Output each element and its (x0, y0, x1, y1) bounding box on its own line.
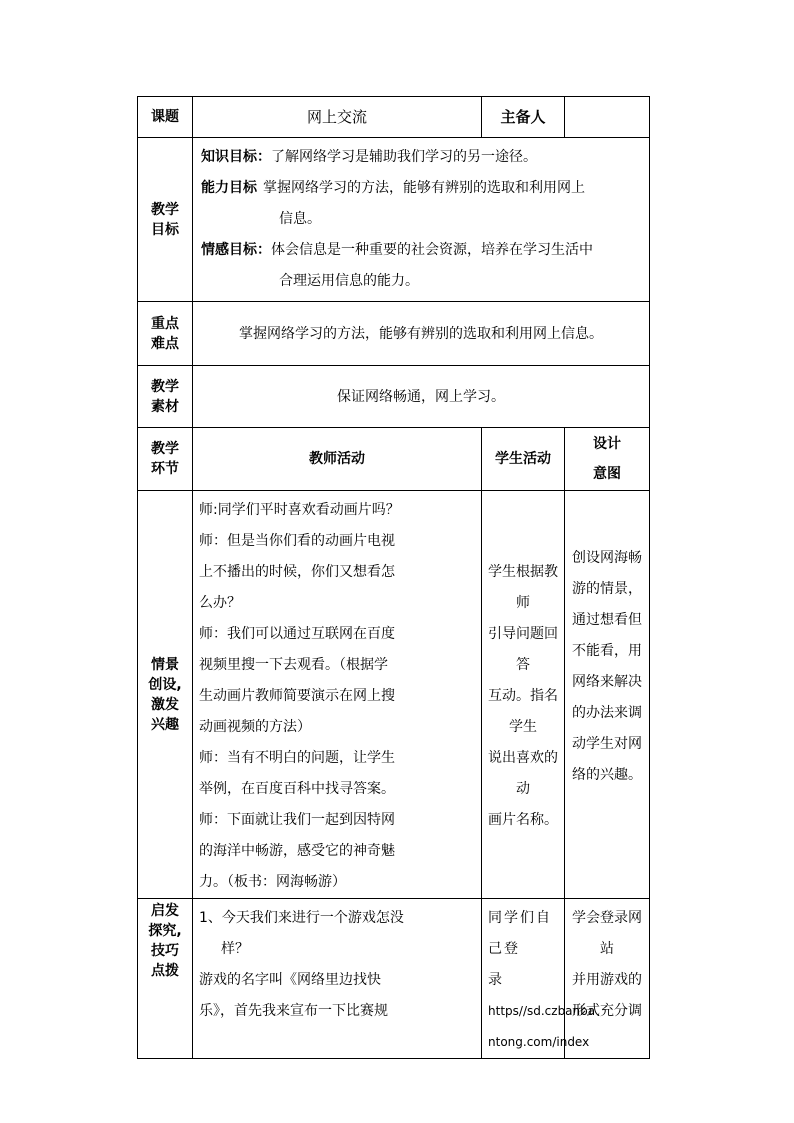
design-line: 通过想看但 (572, 611, 643, 628)
teacher-line: 师：当有不明白的问题，让学生 (199, 750, 395, 766)
student-line: 引导问题回答 (488, 626, 559, 673)
emotion-text-2: 合理运用信息的能力。 (279, 273, 419, 289)
materials-row (138, 366, 650, 428)
stage-2-label (138, 899, 193, 1059)
topic-label: 课题 (138, 97, 193, 138)
stage-2-label-2: 探究, (148, 923, 182, 939)
design-line: 网络来解决 (572, 673, 643, 690)
stage-1-label (138, 491, 193, 899)
design-line: 络的兴趣。 (572, 766, 643, 783)
emotion-text-1: 体会信息是一种重要的社会资源，培养在学习生活中 (271, 242, 593, 258)
design-line: 学会登录网 (572, 910, 643, 926)
materials-label-text: 教学素材 (151, 378, 179, 415)
student-column-header: 学生活动 (482, 428, 565, 491)
design-line: 站 (600, 941, 615, 957)
design-line: 动学生对网 (572, 735, 643, 752)
preparer-label: 主备人 (482, 97, 565, 138)
objectives-content (193, 138, 650, 302)
stage-1-label-3: 激发 (151, 696, 179, 713)
student-line: 互动。指名学生 (488, 688, 559, 735)
design-header-line-2: 意图 (593, 466, 622, 482)
teacher-line: 乐》，首先我来宣布一下比赛规 (199, 1003, 388, 1019)
stage-1-label-4: 兴趣 (151, 716, 179, 733)
stage-1-label-1: 情景 (151, 656, 179, 673)
knowledge-objective (201, 142, 643, 173)
design-line: 游的情景， (572, 580, 643, 597)
stage-2-label-4: 点拨 (151, 963, 179, 979)
teacher-line: 师：我们可以通过互联网在百度 (199, 626, 395, 642)
student-line: 画片名称。 (488, 812, 559, 828)
stage-2-label-1: 启发 (151, 903, 179, 919)
knowledge-text: 了解网络学习是辅助我们学习的另一途径。 (271, 149, 537, 165)
teacher-line: 生动画片教师简要演示在网上搜 (199, 688, 395, 704)
teacher-line: 动画视频的方法） (199, 719, 311, 735)
student-line: 录 (488, 972, 503, 988)
preparer-value (565, 97, 650, 138)
objectives-label-text: 教学目标 (151, 201, 179, 238)
key-points-label-text: 重点难点 (151, 315, 179, 352)
stage-2-student-activity (482, 899, 596, 1059)
stage-1-student-activity (482, 491, 565, 899)
student-line: 同学们自己登 (488, 910, 553, 957)
design-line: 形式充分调 (572, 1003, 643, 1019)
teacher-line: 1、今天我们来进行一个游戏怎没 (199, 910, 404, 926)
emotion-key: 情感目标： (201, 242, 271, 258)
objectives-row (138, 138, 650, 302)
ability-text-2: 信息。 (279, 211, 321, 227)
teacher-line: 样？ (221, 941, 249, 957)
column-header-row (138, 428, 650, 491)
teacher-line: 视频里搜一下去观看。（根据学 (199, 657, 388, 673)
design-header-line-1: 设计 (593, 436, 622, 452)
design-column-header (565, 428, 650, 491)
design-line: 的办法来调 (572, 704, 643, 721)
stage-1-design-intent (565, 491, 650, 899)
stage-2-row (138, 899, 650, 1059)
teacher-line: 么办？ (199, 595, 241, 611)
stage-2-label-3: 技巧 (151, 943, 179, 959)
teacher-line: 师：下面就让我们一起到因特网 (199, 812, 395, 828)
lesson-plan-table (137, 96, 650, 1059)
ability-key: 能力目标 (201, 180, 257, 196)
stage-1-teacher-activity (193, 491, 482, 899)
topic-row (138, 97, 650, 138)
teacher-line: 师:同学们平时喜欢看动画片吗？ (199, 502, 400, 518)
student-line: 说出喜欢的动 (488, 750, 559, 797)
knowledge-key: 知识目标： (201, 149, 271, 165)
teacher-line: 力。（板书：网海畅游） (199, 874, 346, 890)
student-url-line: ntong.com/index (488, 1035, 590, 1049)
stage-1-label-2: 创设, (148, 676, 182, 693)
key-points-row (138, 302, 650, 366)
stage-2-teacher-activity (193, 899, 482, 1059)
teacher-line: 上不播出的时候，你们又想看怎 (199, 564, 395, 580)
materials-label (138, 366, 193, 428)
teacher-line: 师：但是当你们看的动画片电视 (199, 533, 395, 549)
teacher-line: 举例，在百度百科中找寻答案。 (199, 781, 395, 797)
stage-column-header-text: 教学环节 (151, 441, 179, 477)
teacher-line: 的海洋中畅游，感受它的神奇魅 (199, 843, 395, 859)
stage-1-row (138, 491, 650, 899)
design-line: 不能看，用 (572, 642, 643, 659)
topic-value: 网上交流 (193, 97, 482, 138)
student-line: 学生根据教师 (488, 564, 559, 611)
ability-text-1: 掌握网络学习的方法，能够有辨别的选取和利用网上 (263, 180, 585, 196)
design-line: 并用游戏的 (572, 972, 643, 988)
teacher-column-header: 教师活动 (193, 428, 482, 491)
objectives-label (138, 138, 193, 302)
key-points-label (138, 302, 193, 366)
key-points-text: 掌握网络学习的方法，能够有辨别的选取和利用网上信息。 (193, 302, 650, 366)
ability-objective (201, 173, 643, 204)
student-url-line: https//sd.czbanba (488, 1004, 596, 1018)
teacher-line: 游戏的名字叫《网络里边找快 (199, 972, 381, 988)
design-line: 创设网海畅 (572, 549, 643, 566)
stage-column-header (138, 428, 193, 491)
emotion-objective (201, 235, 643, 266)
materials-text: 保证网络畅通，网上学习。 (193, 366, 650, 428)
